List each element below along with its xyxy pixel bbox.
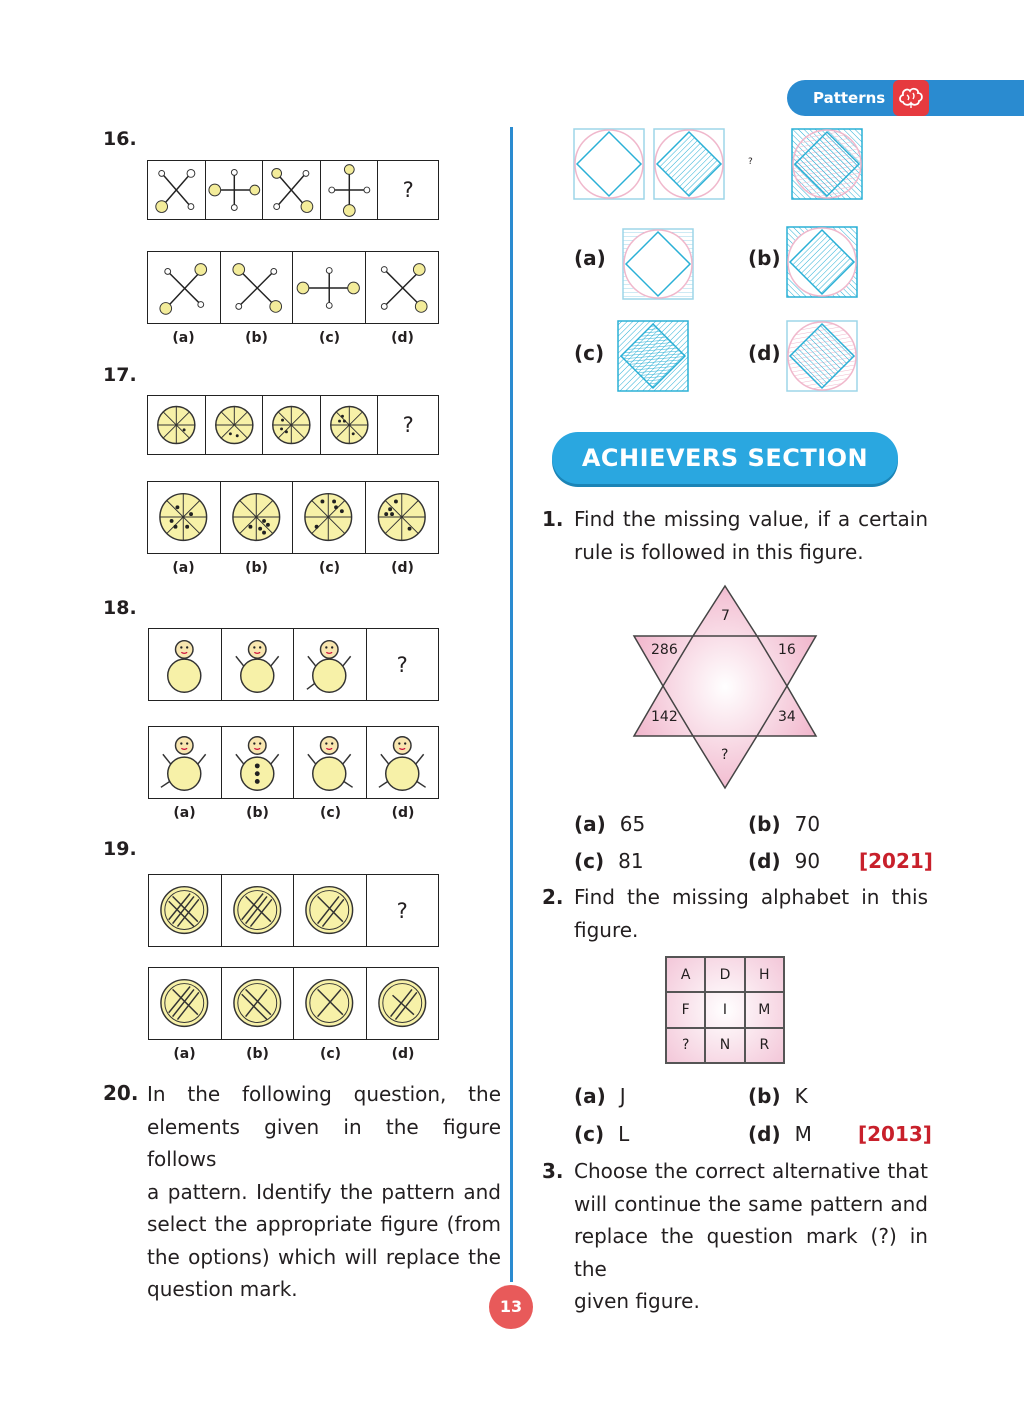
text-line: a pattern. Identify the pattern and — [147, 1179, 501, 1204]
answer-cell — [367, 875, 439, 946]
grid-cell: H — [745, 957, 784, 992]
question-number: 19. — [103, 838, 137, 860]
option-c[interactable]: (c) 81 — [574, 849, 644, 873]
option-label: (c) — [319, 805, 342, 821]
q19-problem-figures — [148, 874, 439, 947]
figure-cell — [222, 875, 295, 946]
question-number: 20. — [103, 1081, 139, 1105]
section-header-tab — [787, 80, 1024, 116]
option-c-figure[interactable] — [293, 482, 366, 553]
text-line: will continue the same pattern and — [574, 1191, 928, 1216]
text-line: In the following question, the — [147, 1082, 501, 1106]
q17-option-labels — [147, 560, 439, 576]
option-d-figure[interactable] — [367, 968, 439, 1039]
question-number: 3. — [542, 1159, 564, 1183]
text-line: Choose the correct alternative that — [574, 1159, 928, 1183]
q18-answer-figures — [148, 726, 439, 799]
question-number: 18. — [103, 597, 137, 619]
question-number: 1. — [542, 507, 564, 531]
question-mark: ? — [402, 413, 414, 437]
option-label: (d) — [748, 341, 781, 365]
q18-option-labels — [148, 805, 439, 821]
option-c-figure[interactable] — [293, 252, 366, 323]
grid-cell: A — [666, 957, 705, 992]
a3-question-text — [574, 1155, 928, 1318]
q20-option-b-figure[interactable] — [786, 226, 858, 298]
q19-option-labels — [148, 1046, 439, 1062]
text-line: rule is followed in this figure. — [574, 539, 864, 564]
option-b-figure[interactable] — [221, 252, 294, 323]
option-label: (d) — [391, 805, 415, 821]
figure-cell — [294, 875, 367, 946]
grid-cell: ? — [666, 1028, 705, 1063]
text-line: replace the question mark (?) in the — [574, 1224, 928, 1281]
figure-cell — [206, 161, 264, 219]
option-label: (c) — [574, 341, 605, 365]
figure-cell — [294, 629, 367, 700]
option-label: (a) — [173, 1046, 196, 1062]
star-value-lower-left: 142 — [651, 709, 678, 725]
figure-cell — [263, 396, 321, 454]
q18-problem-figures — [148, 628, 439, 701]
answer-cell — [378, 161, 438, 219]
figure-cell — [148, 161, 206, 219]
figure-cell — [149, 629, 222, 700]
option-label: (a) — [172, 560, 195, 576]
star-value-bottom: ? — [721, 747, 729, 763]
grid-cell: F — [666, 992, 705, 1027]
question-mark: ? — [402, 178, 414, 202]
text-line: select the appropriate figure (from — [147, 1212, 501, 1236]
question-mark: ? — [396, 898, 408, 923]
option-label: (b) — [245, 560, 268, 576]
answer-cell — [378, 396, 438, 454]
grid-cell: M — [745, 992, 784, 1027]
option-b-figure[interactable] — [222, 968, 295, 1039]
option-c-figure[interactable] — [294, 727, 367, 798]
star-value-top: 7 — [721, 608, 730, 624]
text-line: elements given in the figure follows — [147, 1114, 501, 1171]
text-line: Find the missing value, if a certain — [574, 507, 928, 531]
a1-question-text — [574, 503, 928, 568]
achievers-section-title: ACHIEVERS SECTION — [552, 432, 898, 484]
star-value-upper-right: 16 — [778, 642, 796, 658]
q20-question-text — [147, 1078, 501, 1306]
option-label: (b) — [246, 1046, 269, 1062]
q20-figure-2 — [653, 128, 725, 200]
option-label: (a) — [173, 805, 196, 821]
section-title: Patterns — [813, 89, 886, 107]
figure-cell — [222, 629, 295, 700]
grid-cell: R — [745, 1028, 784, 1063]
option-label: (a) — [172, 330, 195, 346]
question-number: 17. — [103, 364, 137, 386]
q16-option-labels — [147, 330, 439, 346]
question-mark: ? — [748, 157, 753, 167]
q20-option-d-figure[interactable] — [786, 320, 858, 392]
option-label: (c) — [318, 330, 341, 346]
question-mark: ? — [396, 652, 408, 677]
answer-cell — [367, 629, 439, 700]
text-line: Find the missing alphabet in this — [574, 885, 928, 909]
q17-answer-figures — [147, 481, 439, 554]
option-d-figure[interactable] — [366, 482, 439, 553]
brain-icon — [893, 80, 929, 116]
q20-option-c-figure[interactable] — [617, 320, 689, 392]
a2-question-text — [574, 881, 928, 946]
option-a-figure[interactable] — [148, 252, 221, 323]
option-label: (a) — [574, 246, 606, 270]
option-b-figure[interactable] — [222, 727, 295, 798]
figure-cell — [206, 396, 264, 454]
option-label: (d) — [391, 560, 414, 576]
option-label: (b) — [748, 246, 781, 270]
figure-cell — [148, 396, 206, 454]
option-d-figure[interactable] — [366, 252, 439, 323]
option-label: (c) — [319, 1046, 342, 1062]
option-a-figure[interactable] — [148, 482, 221, 553]
q20-figure-4 — [791, 128, 863, 200]
option-a-figure[interactable] — [149, 727, 222, 798]
question-number: 16. — [103, 128, 137, 150]
text-line: figure. — [574, 917, 639, 942]
option-label: (d) — [391, 1046, 415, 1062]
figure-cell — [321, 161, 379, 219]
q16-answer-figures — [147, 251, 439, 324]
option-label: (b) — [246, 805, 269, 821]
question-number: 2. — [542, 885, 564, 909]
figure-cell — [149, 875, 222, 946]
figure-cell — [321, 396, 379, 454]
text-line: given figure. — [574, 1289, 700, 1313]
alphabet-grid — [665, 956, 785, 1064]
text-line: the options) which will replace the — [147, 1244, 501, 1269]
grid-cell: D — [705, 957, 744, 992]
option-c[interactable]: (c) L — [574, 1122, 630, 1146]
figure-cell — [263, 161, 321, 219]
q19-answer-figures — [148, 967, 439, 1040]
option-label: (c) — [318, 560, 341, 576]
grid-cell: I — [705, 992, 744, 1027]
option-b[interactable]: (b) K — [748, 1084, 808, 1108]
year-tag: [2021] — [859, 849, 933, 873]
option-a[interactable]: (a) J — [574, 1084, 626, 1108]
option-b-figure[interactable] — [221, 482, 294, 553]
star-value-upper-left: 286 — [651, 642, 678, 658]
option-a[interactable]: (a) 65 — [574, 812, 646, 836]
year-tag: [2013] — [858, 1122, 932, 1146]
q20-figure-1 — [573, 128, 645, 200]
option-d[interactable]: (d) 90 — [748, 849, 821, 873]
column-divider — [510, 127, 513, 1282]
star-value-lower-right: 34 — [778, 709, 796, 725]
option-label: (d) — [391, 330, 414, 346]
q20-option-a-figure[interactable] — [622, 228, 694, 300]
option-d-figure[interactable] — [367, 727, 439, 798]
option-label: (b) — [245, 330, 268, 346]
q16-problem-figures — [147, 160, 439, 220]
grid-cell: N — [705, 1028, 744, 1063]
text-line: question mark. — [147, 1277, 298, 1301]
option-c-figure[interactable] — [294, 968, 367, 1039]
option-b[interactable]: (b) 70 — [748, 812, 821, 836]
q17-problem-figures — [147, 395, 439, 455]
option-d[interactable]: (d) M — [748, 1122, 812, 1146]
page-number: 13 — [489, 1285, 533, 1329]
option-a-figure[interactable] — [149, 968, 222, 1039]
